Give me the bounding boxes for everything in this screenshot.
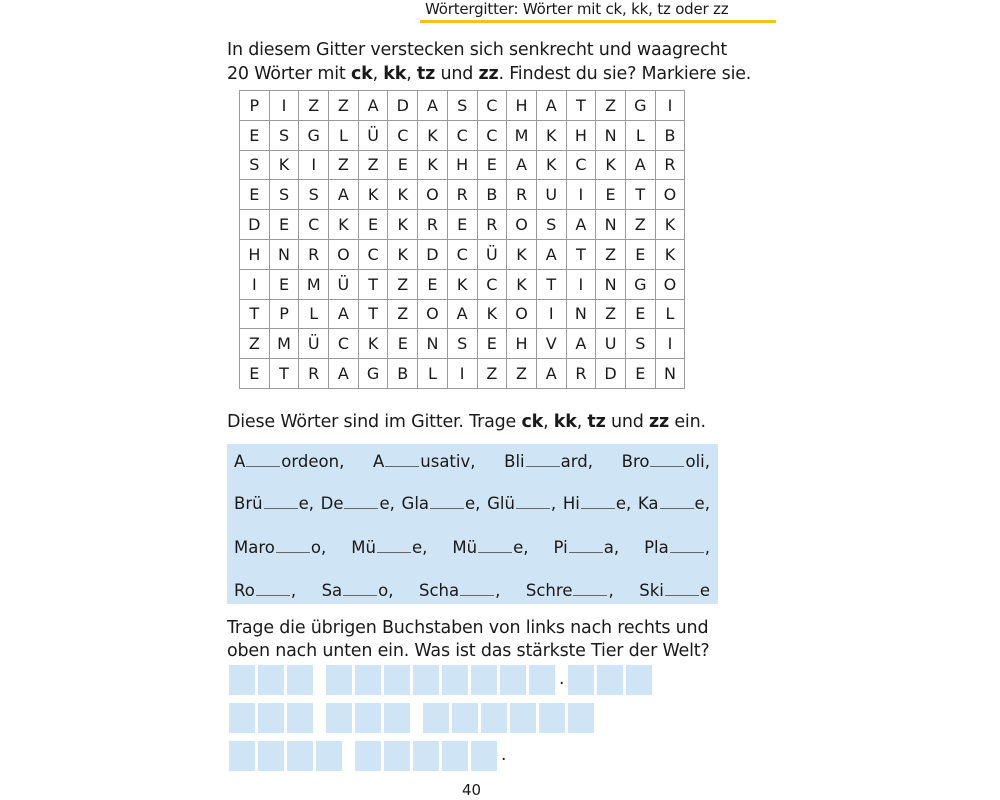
solution-letter-box[interactable] — [258, 741, 284, 771]
word-end: usativ, — [420, 452, 476, 471]
grid-cell[interactable]: E — [269, 269, 299, 299]
word-end: e, — [465, 494, 481, 513]
question-2 — [227, 617, 710, 663]
fill-in-box — [227, 444, 718, 604]
grid-cell[interactable]: C — [477, 120, 507, 150]
grid-cell[interactable]: K — [388, 210, 418, 240]
grid-cell[interactable]: M — [269, 329, 299, 359]
grid-cell[interactable]: K — [388, 180, 418, 210]
grid-cell[interactable]: E — [358, 210, 388, 240]
grid-cell[interactable]: Z — [596, 91, 626, 121]
word-start: Bro — [621, 452, 650, 471]
solution-letter-box[interactable] — [287, 665, 313, 695]
grid-cell[interactable]: C — [566, 150, 596, 180]
fill-word — [563, 494, 631, 513]
grid-cell[interactable]: I — [299, 150, 329, 180]
grid-cell[interactable]: L — [299, 299, 329, 329]
answer-blank[interactable] — [344, 495, 378, 509]
grid-cell[interactable]: K — [358, 329, 388, 359]
fill-word — [644, 538, 710, 557]
grid-cell[interactable]: S — [269, 120, 299, 150]
fill-word — [234, 538, 326, 557]
word-end: oli, — [685, 452, 710, 471]
grid-cell[interactable]: K — [329, 210, 359, 240]
word-start: Schre — [525, 581, 573, 600]
grid-cell[interactable]: V — [536, 329, 566, 359]
solution-letter-box[interactable] — [442, 741, 468, 771]
fill-word — [554, 538, 620, 557]
grid-cell[interactable]: G — [625, 269, 655, 299]
fill-word — [373, 452, 476, 471]
grid-cell[interactable]: Ü — [477, 239, 507, 269]
word-start: Mü — [452, 538, 478, 557]
grid-cell[interactable]: A — [329, 299, 359, 329]
fill-word — [639, 581, 710, 600]
grid-cell[interactable]: B — [477, 180, 507, 210]
grid-cell[interactable]: C — [329, 329, 359, 359]
grid-cell[interactable]: D — [240, 210, 270, 240]
page-header — [420, 0, 776, 22]
grid-cell[interactable]: Z — [240, 329, 270, 359]
question-2-line-2: oben nach unten ein. Was ist das stärkste Tier der Welt? — [227, 641, 710, 661]
grid-cell[interactable]: D — [596, 359, 626, 389]
grid-cell[interactable]: A — [536, 91, 566, 121]
answer-blank[interactable] — [650, 453, 684, 467]
grid-cell[interactable]: O — [418, 299, 448, 329]
answer-blank[interactable] — [460, 582, 494, 596]
grid-cell[interactable]: C — [358, 239, 388, 269]
answer-blank[interactable] — [377, 539, 411, 553]
grid-cell[interactable]: K — [418, 120, 448, 150]
grid-cell[interactable]: E — [269, 210, 299, 240]
header-rule — [420, 20, 776, 23]
grid-row — [240, 150, 685, 180]
grid-cell[interactable]: Z — [388, 269, 418, 299]
grid-cell[interactable]: C — [447, 239, 477, 269]
sentence-dot: . — [559, 669, 565, 689]
grid-cell[interactable]: M — [507, 120, 537, 150]
grid-cell[interactable]: L — [625, 120, 655, 150]
grid-cell[interactable]: Ü — [299, 329, 329, 359]
grid-cell[interactable]: R — [299, 359, 329, 389]
grid-cell[interactable]: K — [536, 150, 566, 180]
grid-cell[interactable]: A — [447, 299, 477, 329]
fill-word — [234, 581, 296, 600]
grid-cell[interactable]: I — [566, 180, 596, 210]
grid-cell[interactable]: T — [566, 239, 596, 269]
page-number: 40 — [462, 781, 482, 799]
answer-blank[interactable] — [430, 495, 464, 509]
word-start: Scha — [419, 581, 460, 600]
solution-letter-box[interactable] — [500, 665, 526, 695]
word-end: a, — [603, 538, 620, 557]
word-end: , — [495, 581, 501, 600]
fill-row — [234, 538, 710, 557]
grid-cell[interactable]: O — [418, 180, 448, 210]
grid-cell[interactable]: U — [536, 180, 566, 210]
grid-cell[interactable]: Ü — [358, 120, 388, 150]
fill-word — [419, 581, 500, 600]
grid-cell[interactable]: Z — [358, 150, 388, 180]
solution-letter-box[interactable] — [355, 665, 381, 695]
solution-letter-box[interactable] — [413, 741, 439, 771]
fill-word — [402, 494, 481, 513]
grid-cell[interactable]: E — [625, 239, 655, 269]
grid-cell[interactable]: S — [269, 180, 299, 210]
solution-letter-box[interactable] — [287, 703, 313, 733]
grid-cell[interactable]: A — [329, 180, 359, 210]
grid-cell[interactable]: Z — [507, 359, 537, 389]
solution-letter-box[interactable] — [471, 665, 497, 695]
grid-cell[interactable]: I — [269, 91, 299, 121]
grid-cell[interactable]: T — [269, 359, 299, 389]
grid-cell[interactable]: C — [477, 269, 507, 299]
grid-cell[interactable]: A — [566, 329, 596, 359]
fill-word — [234, 494, 314, 513]
word-end: e, — [379, 494, 395, 513]
grid-cell[interactable]: Z — [596, 239, 626, 269]
grid-cell[interactable]: P — [240, 91, 270, 121]
grid-cell[interactable]: Z — [625, 210, 655, 240]
grid-cell[interactable]: E — [477, 329, 507, 359]
grid-cell[interactable]: A — [536, 239, 566, 269]
grid-cell[interactable]: P — [269, 299, 299, 329]
grid-cell[interactable]: D — [388, 91, 418, 121]
word-start: Ka — [637, 494, 659, 513]
grid-cell[interactable]: H — [447, 150, 477, 180]
solution-letter-box[interactable] — [326, 703, 352, 733]
grid-row — [240, 91, 685, 121]
word-start: Hi — [562, 494, 580, 513]
grid-cell[interactable]: G — [625, 91, 655, 121]
answer-blank[interactable] — [385, 453, 419, 467]
grid-cell[interactable]: E — [240, 120, 270, 150]
grid-cell[interactable]: T — [625, 180, 655, 210]
word-end: e, — [694, 494, 710, 513]
answer-blank[interactable] — [581, 495, 615, 509]
word-start: Bli — [504, 452, 525, 471]
grid-cell[interactable]: E — [625, 299, 655, 329]
grid-cell[interactable]: T — [536, 269, 566, 299]
word-start: Pla — [644, 538, 669, 557]
grid-cell[interactable]: Ü — [329, 269, 359, 299]
word-end: o, — [310, 538, 327, 557]
word-start: Glü — [487, 494, 515, 513]
grid-cell[interactable]: A — [566, 210, 596, 240]
grid-cell[interactable]: K — [447, 269, 477, 299]
solution-letter-box[interactable] — [384, 741, 410, 771]
solution-letter-box[interactable] — [229, 665, 255, 695]
grid-row — [240, 210, 685, 240]
word-end: e, — [411, 538, 428, 557]
grid-cell[interactable]: K — [269, 150, 299, 180]
grid-cell[interactable]: K — [655, 210, 685, 240]
grid-cell[interactable]: C — [388, 120, 418, 150]
grid-cell[interactable]: N — [596, 210, 626, 240]
grid-cell[interactable]: I — [655, 91, 685, 121]
grid-cell[interactable]: N — [596, 120, 626, 150]
fill-word — [504, 452, 593, 471]
grid-cell[interactable]: E — [596, 180, 626, 210]
solution-letter-box[interactable] — [529, 665, 555, 695]
grid-cell[interactable]: L — [329, 120, 359, 150]
word-end: e — [699, 581, 710, 600]
solution-letter-box[interactable] — [597, 665, 623, 695]
word-end: , — [704, 538, 710, 557]
solution-letter-box[interactable] — [384, 703, 410, 733]
grid-cell[interactable]: R — [655, 150, 685, 180]
word-start: Ro — [234, 581, 255, 600]
answer-blank[interactable] — [665, 582, 699, 596]
grid-cell[interactable]: T — [566, 91, 596, 121]
grid-cell[interactable]: K — [388, 239, 418, 269]
grid-cell[interactable]: I — [240, 269, 270, 299]
grid-cell[interactable]: K — [655, 239, 685, 269]
word-start: Ski — [639, 581, 664, 600]
grid-cell[interactable]: K — [358, 180, 388, 210]
grid-cell[interactable]: A — [418, 91, 448, 121]
fill-word — [622, 452, 710, 471]
grid-cell[interactable]: O — [655, 180, 685, 210]
word-start: De — [320, 494, 344, 513]
grid-cell[interactable]: E — [477, 150, 507, 180]
solution-letter-box[interactable] — [355, 741, 381, 771]
grid-cell[interactable]: Z — [388, 299, 418, 329]
fill-word — [452, 538, 528, 557]
grid-cell[interactable]: T — [358, 299, 388, 329]
word-end: o, — [378, 581, 394, 600]
solution-letter-box[interactable] — [481, 703, 507, 733]
word-end: e, — [298, 494, 314, 513]
grid-cell[interactable]: C — [447, 120, 477, 150]
grid-cell[interactable]: S — [625, 329, 655, 359]
grid-cell[interactable]: R — [507, 180, 537, 210]
intro-line-2: 20 Wörter mit ck, kk, tz und zz. Findest du sie? Markiere sie. — [227, 64, 752, 84]
grid-cell[interactable]: H — [507, 91, 537, 121]
fill-row — [234, 452, 710, 471]
solution-letter-box[interactable] — [626, 665, 652, 695]
fill-word — [321, 494, 395, 513]
grid-cell[interactable]: A — [536, 359, 566, 389]
grid-cell[interactable]: I — [566, 269, 596, 299]
word-end: e, — [615, 494, 632, 513]
answer-blank[interactable] — [569, 539, 603, 553]
word-start: Maro — [234, 538, 275, 557]
grid-cell[interactable]: D — [418, 239, 448, 269]
header-title: Wörtergitter: Wörter mit ck, kk, tz oder zz — [425, 0, 729, 18]
grid-cell[interactable]: G — [299, 120, 329, 150]
fill-word — [322, 581, 394, 600]
answer-blank[interactable] — [526, 453, 560, 467]
word-end: , — [290, 581, 297, 600]
grid-row — [240, 329, 685, 359]
solution-letter-box[interactable] — [442, 665, 468, 695]
fill-word — [526, 581, 614, 600]
answer-blank[interactable] — [246, 453, 280, 467]
grid-cell[interactable]: E — [418, 269, 448, 299]
grid-cell[interactable]: C — [477, 91, 507, 121]
question-2-line-1: Trage die übrigen Buchstaben von links nach rechts und — [227, 618, 709, 638]
grid-cell[interactable]: N — [418, 329, 448, 359]
fill-word — [638, 494, 710, 513]
grid-row — [240, 359, 685, 389]
word-end: , — [550, 494, 557, 513]
grid-cell[interactable]: O — [329, 239, 359, 269]
grid-cell[interactable]: N — [566, 299, 596, 329]
grid-cell[interactable]: A — [507, 150, 537, 180]
grid-cell[interactable]: H — [566, 120, 596, 150]
solution-letter-box[interactable] — [384, 665, 410, 695]
word-start: Mü — [351, 538, 376, 557]
word-end: ordeon, — [281, 452, 345, 471]
grid-cell[interactable]: I — [655, 329, 685, 359]
grid-row — [240, 269, 685, 299]
grid-row — [240, 299, 685, 329]
word-start: Sa — [321, 581, 343, 600]
word-end: e, — [513, 538, 529, 557]
answer-blank[interactable] — [478, 539, 512, 553]
grid-cell[interactable]: I — [536, 299, 566, 329]
grid-cell[interactable]: M — [299, 269, 329, 299]
grid-cell[interactable]: S — [447, 91, 477, 121]
grid-cell[interactable]: S — [536, 210, 566, 240]
solution-letter-box[interactable] — [326, 665, 352, 695]
fill-row — [234, 581, 710, 600]
grid-cell[interactable]: R — [299, 239, 329, 269]
grid-cell[interactable]: O — [655, 269, 685, 299]
grid-cell[interactable]: L — [418, 359, 448, 389]
answer-blank[interactable] — [256, 582, 290, 596]
grid-row — [240, 239, 685, 269]
answer-blank[interactable] — [670, 539, 704, 553]
word-start: Brü — [234, 494, 263, 513]
grid-cell[interactable]: N — [596, 269, 626, 299]
grid-cell[interactable]: A — [358, 91, 388, 121]
grid-cell[interactable]: Z — [299, 91, 329, 121]
fill-word — [487, 494, 556, 513]
grid-cell[interactable]: N — [269, 239, 299, 269]
grid-cell[interactable]: K — [507, 269, 537, 299]
word-start: A — [234, 452, 246, 471]
solution-letter-box[interactable] — [316, 741, 342, 771]
grid-cell[interactable]: L — [655, 299, 685, 329]
grid-cell[interactable]: C — [299, 210, 329, 240]
grid-cell[interactable]: E — [240, 180, 270, 210]
solution-letter-box[interactable] — [287, 741, 313, 771]
solution-letter-box[interactable] — [471, 741, 497, 771]
grid-cell[interactable]: K — [596, 150, 626, 180]
solution-letter-box[interactable] — [568, 703, 594, 733]
grid-cell[interactable]: R — [418, 210, 448, 240]
grid-cell[interactable]: E — [388, 329, 418, 359]
grid-cell[interactable]: Z — [477, 359, 507, 389]
grid-cell[interactable]: H — [240, 239, 270, 269]
solution-letter-box[interactable] — [355, 703, 381, 733]
question-1: Diese Wörter sind im Gitter. Trage ck, kk, tz und zz ein. — [227, 412, 706, 432]
solution-letter-box[interactable] — [452, 703, 478, 733]
grid-cell[interactable]: O — [507, 210, 537, 240]
grid-cell[interactable]: U — [596, 329, 626, 359]
fill-word — [351, 538, 427, 557]
grid-cell[interactable]: S — [240, 150, 270, 180]
solution-letter-box[interactable] — [510, 703, 536, 733]
word-start: Gla — [401, 494, 430, 513]
grid-cell[interactable]: A — [329, 359, 359, 389]
answer-blank[interactable] — [573, 582, 607, 596]
grid-cell[interactable]: O — [507, 299, 537, 329]
grid-cell[interactable]: T — [358, 269, 388, 299]
grid-cell[interactable]: Z — [596, 299, 626, 329]
word-end: , — [608, 581, 614, 600]
solution-letter-box[interactable] — [229, 703, 255, 733]
grid-cell[interactable]: G — [358, 359, 388, 389]
grid-row — [240, 120, 685, 150]
solution-letter-box[interactable] — [413, 665, 439, 695]
grid-cell[interactable]: A — [625, 150, 655, 180]
solution-letter-box[interactable] — [229, 741, 255, 771]
grid-cell[interactable]: S — [299, 180, 329, 210]
grid-cell[interactable]: E — [447, 210, 477, 240]
grid-cell[interactable]: B — [388, 359, 418, 389]
fill-word — [234, 452, 344, 471]
grid-cell[interactable]: R — [447, 180, 477, 210]
grid-cell[interactable]: H — [507, 329, 537, 359]
grid-cell[interactable]: S — [447, 329, 477, 359]
grid-cell[interactable]: Z — [329, 150, 359, 180]
grid-cell[interactable]: Z — [329, 91, 359, 121]
word-search-grid — [239, 90, 685, 389]
fill-row — [234, 494, 710, 513]
solution-letter-box[interactable] — [258, 665, 284, 695]
grid-cell[interactable]: R — [477, 210, 507, 240]
grid-cell[interactable]: E — [240, 359, 270, 389]
word-end: ard, — [560, 452, 593, 471]
answer-blank[interactable] — [516, 495, 550, 509]
grid-cell[interactable]: K — [536, 120, 566, 150]
grid-cell[interactable]: B — [655, 120, 685, 150]
grid-cell[interactable]: T — [240, 299, 270, 329]
solution-letter-box[interactable] — [423, 703, 449, 733]
grid-cell[interactable]: N — [655, 359, 685, 389]
grid-cell[interactable]: E — [388, 150, 418, 180]
intro-line-1: In diesem Gitter verstecken sich senkrecht und waagrecht — [227, 40, 728, 60]
solution-letter-box[interactable] — [568, 665, 594, 695]
solution-letter-box[interactable] — [539, 703, 565, 733]
answer-blank[interactable] — [276, 539, 310, 553]
word-start: A — [372, 452, 385, 471]
word-start: Pi — [553, 538, 568, 557]
grid-cell[interactable]: R — [566, 359, 596, 389]
grid-row — [240, 180, 685, 210]
grid-cell[interactable]: K — [477, 299, 507, 329]
sentence-dot: . — [501, 745, 507, 765]
solution-letter-box[interactable] — [258, 703, 284, 733]
grid-cell[interactable]: K — [418, 150, 448, 180]
grid-cell[interactable]: K — [507, 239, 537, 269]
answer-blank[interactable] — [343, 582, 377, 596]
answer-blank[interactable] — [264, 495, 298, 509]
intro-text — [227, 38, 751, 86]
answer-blank[interactable] — [660, 495, 694, 509]
grid-cell[interactable]: E — [625, 359, 655, 389]
grid-cell[interactable]: I — [447, 359, 477, 389]
